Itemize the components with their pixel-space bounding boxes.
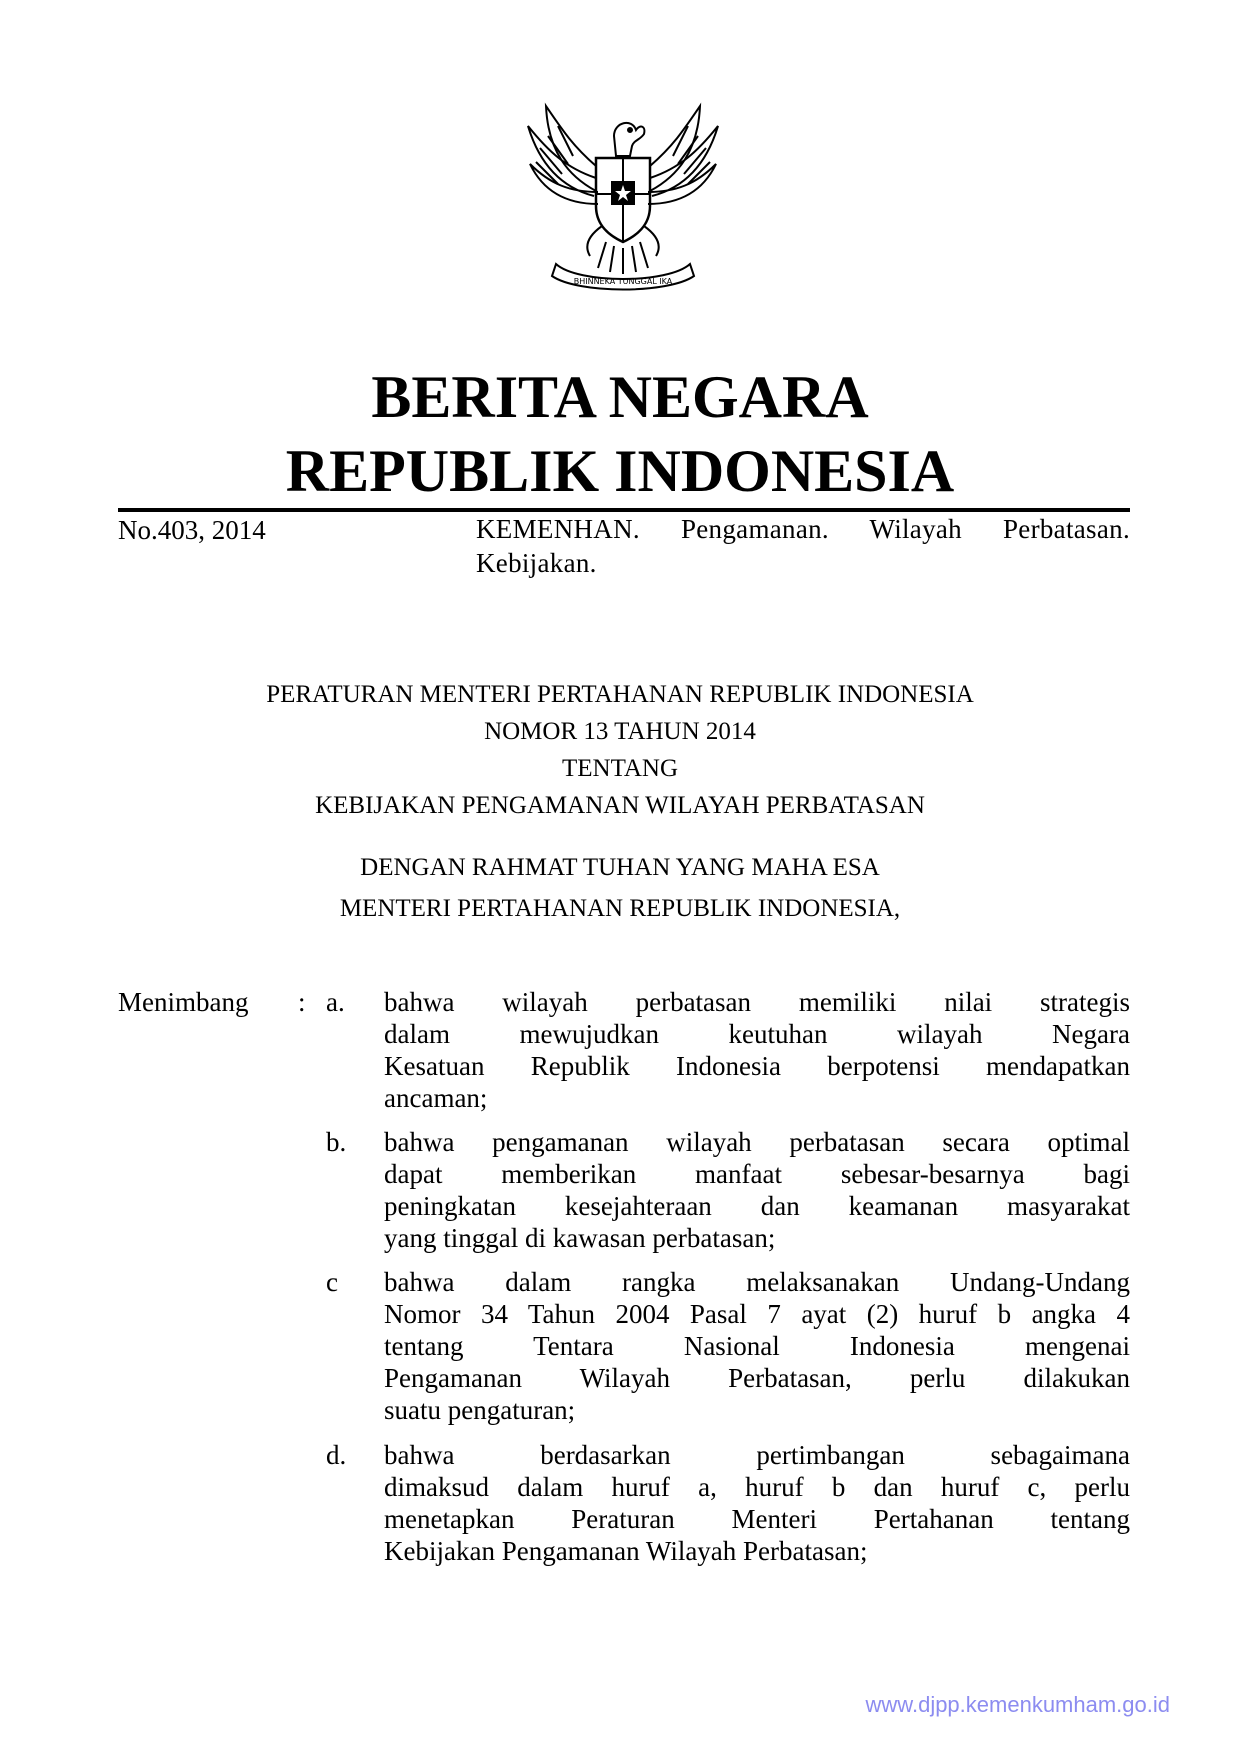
garuda-pancasila-emblem (518, 96, 728, 296)
item-line: suatu pengaturan; (384, 1395, 576, 1425)
opening-formula (0, 847, 1240, 929)
item-line: bahwa wilayah perbatasan memiliki nilai strategis (384, 987, 1130, 1017)
item-text (384, 1126, 1130, 1254)
item-line: dimaksud dalam huruf a, huruf b dan huruf c, perlu (384, 1472, 1130, 1502)
considering-label: Menimbang (118, 987, 249, 1017)
regulation-about: TENTANG (561, 755, 679, 782)
gazette-subject (476, 512, 1130, 580)
item-line: ancaman; (384, 1083, 488, 1113)
masthead-title-line2: REPUBLIK INDONESIA (285, 438, 955, 504)
item-line: Nomor 34 Tahun 2004 Pasal 7 ayat (2) huruf b angka 4 (384, 1299, 1130, 1329)
opening-line: DENGAN RAHMAT TUHAN YANG MAHA ESA (360, 854, 880, 881)
item-line: Kebijakan Pengamanan Wilayah Perbatasan; (384, 1536, 868, 1566)
item-line: Pengamanan Wilayah Perbatasan, perlu dilakukan (384, 1363, 1130, 1393)
item-text (384, 986, 1130, 1114)
item-line: menetapkan Peraturan Menteri Pertahanan tentang (384, 1504, 1130, 1534)
item-text (384, 1266, 1130, 1426)
gazette-subject-line: Kebijakan. (476, 548, 597, 578)
item-line: bahwa pengamanan wilayah perbatasan secara optimal (384, 1127, 1130, 1157)
source-website-link[interactable]: www.djpp.kemenkumham.go.id (865, 1692, 1170, 1717)
garuda-emblem-drawing (518, 96, 728, 296)
opening-line: MENTERI PERTAHANAN REPUBLIK INDONESIA, (339, 895, 901, 922)
item-line: dapat memberikan manfaat sebesar-besarnya bagi (384, 1159, 1130, 1189)
regulation-title: PERATURAN MENTERI PERTAHANAN REPUBLIK INDONESIA (266, 681, 974, 708)
regulation-heading (0, 676, 1240, 824)
item-line: Kesatuan Republik Indonesia berpotensi mendapatkan (384, 1051, 1130, 1081)
item-line: dalam mewujudkan keutuhan wilayah Negara (384, 1019, 1130, 1049)
masthead-title-line1: BERITA NEGARA (371, 364, 869, 430)
regulation-subject: KEBIJAKAN PENGAMANAN WILAYAH PERBATASAN (315, 792, 925, 819)
regulation-number: NOMOR 13 TAHUN 2014 (484, 718, 756, 745)
considering-colon: : (298, 987, 306, 1017)
gazette-number: No.403, 2014 (118, 515, 266, 545)
item-letter: a. (326, 987, 345, 1017)
item-line: peningkatan kesejahteraan dan keamanan masyarakat (384, 1191, 1130, 1221)
item-line: bahwa berdasarkan pertimbangan sebagaimana (384, 1440, 1130, 1470)
item-line: yang tinggal di kawasan perbatasan; (384, 1223, 776, 1253)
gazette-subject-line: KEMENHAN. Pengamanan. Wilayah Perbatasan. (476, 514, 1130, 544)
item-letter: d. (326, 1440, 347, 1470)
item-line: bahwa dalam rangka melaksanakan Undang-Undang (384, 1267, 1130, 1297)
item-letter: c (326, 1267, 338, 1297)
item-line: tentang Tentara Nasional Indonesia mengenai (384, 1331, 1130, 1361)
item-text (384, 1439, 1130, 1567)
emblem-motto: BHINNEKA TUNGGAL IKA (573, 277, 673, 286)
item-letter: b. (326, 1127, 347, 1157)
